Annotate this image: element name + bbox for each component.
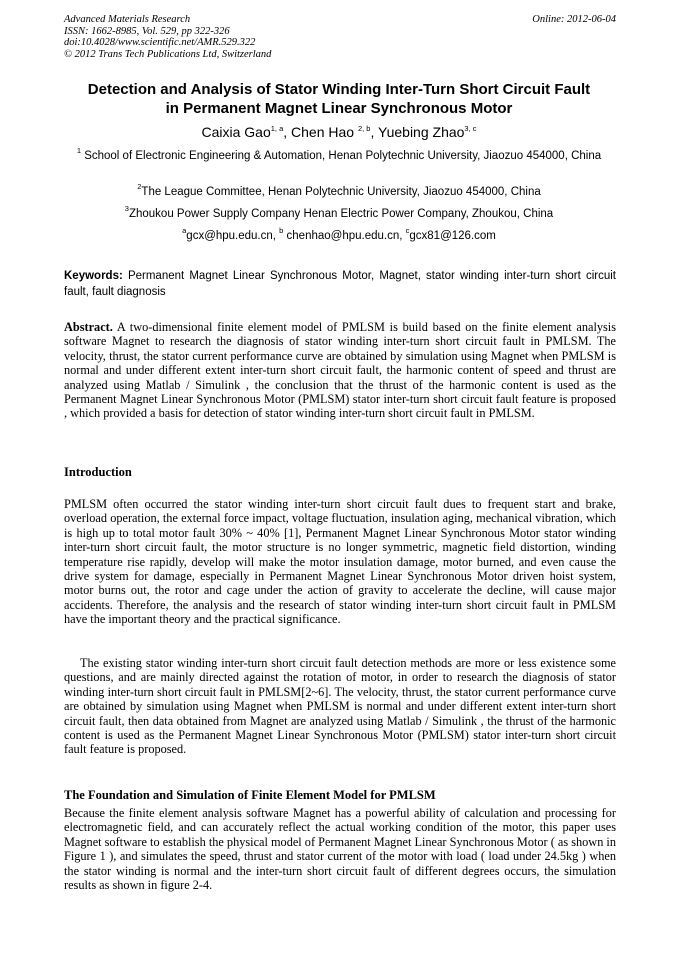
journal-name: Advanced Materials Research bbox=[64, 14, 191, 25]
author-emails bbox=[60, 228, 618, 244]
author-name: Yuebing Zhao bbox=[378, 124, 465, 140]
affiliation-marker: 3 bbox=[124, 204, 129, 213]
abstract bbox=[64, 320, 616, 421]
journal-issn: ISSN: 1662-8985, Vol. 529, pp 322-326 bbox=[64, 25, 230, 37]
affiliation-1 bbox=[60, 148, 618, 164]
foundation-paragraph-1: Because the finite element analysis software Magnet has a powerful ability of calculation and processing for electromagnetic field, and can accurately reflect the actual working condition of the motor, this paper uses Magnet software to establish the physical model of Permanent Magnet Linear Synchronous Motor ( as shown in Figure 1 ), and simulates the speed, thrust and stator current of the motor with load ( load under 24.5kg ) when the stator winding is normal and the inter-turn short circuit fault of different degrees occurs, the simulation results as shown in figure 2-4. bbox=[64, 806, 616, 893]
affiliation-3 bbox=[60, 206, 618, 222]
journal-header bbox=[64, 14, 616, 60]
affiliation-2 bbox=[60, 184, 618, 200]
email-marker: c bbox=[405, 226, 410, 235]
affiliation-marker: 2 bbox=[137, 182, 142, 191]
email-text: chenhao@hpu.edu.cn, bbox=[283, 230, 406, 242]
abstract-label: Abstract. bbox=[64, 320, 113, 334]
journal-copyright: © 2012 Trans Tech Publications Ltd, Switzerland bbox=[64, 48, 272, 60]
author-separator: , bbox=[370, 124, 379, 140]
journal-doi: doi:10.4028/www.scientific.net/AMR.529.322 bbox=[64, 37, 256, 48]
author-superscript: 1, a bbox=[270, 124, 284, 133]
affiliation-text: School of Electronic Engineering & Automation, Henan Polytechnic University, Jiaozuo 454000, China bbox=[81, 150, 602, 162]
section-heading-foundation: The Foundation and Simulation of Finite Element Model for PMLSM bbox=[64, 788, 436, 802]
email-marker: a bbox=[182, 226, 187, 235]
email-marker: b bbox=[279, 226, 284, 235]
paper-title bbox=[60, 80, 618, 118]
section-heading-introduction: Introduction bbox=[64, 465, 132, 479]
keywords-label: Keywords: bbox=[64, 270, 123, 282]
author-list bbox=[60, 124, 618, 141]
email-text: gcx@hpu.edu.cn, bbox=[186, 230, 280, 242]
affiliation-text: Zhoukou Power Supply Company Henan Electric Power Company, Zhoukou, China bbox=[128, 208, 554, 220]
author-superscript: 2, b bbox=[357, 124, 371, 133]
affiliation-text: The League Committee, Henan Polytechnic University, Jiaozuo 454000, China bbox=[141, 186, 541, 198]
online-date: Online: 2012-06-04 bbox=[532, 14, 616, 25]
introduction-paragraph-1: PMLSM often occurred the stator winding inter-turn short circuit fault dues to frequent start and brake, overload operation, the external force impact, voltage fluctuation, insulation aging, mechanical vibration, which is high up to total motor fault 30% ~ 40% [1], Permanent Magnet Linear Synchronous Motor stator winding inter-turn short circuit fault, the motor structure is no longer symmetric, magnetic field distortion, winding temperature rise rapidly, develop will make the motor insulation damage, motor burned, and even cause the drive system for damage, especially in Permanent Magnet Linear Synchronous Motor driven hoist system, motor burns out, the rotor and cage under the action of gravity to accelerate the decline, will cause major accidents. Therefore, the analysis and the research of stator winding inter-turn short circuit fault in PMLSM have the important theory and the practical significance. bbox=[64, 497, 616, 627]
title-line-2: in Permanent Magnet Linear Synchronous Motor bbox=[165, 100, 513, 117]
abstract-text: A two-dimensional finite element model of PMLSM is build based on the finite element analysis software Magnet to research the diagnosis of stator winding inter-turn short circuit fault in PMLSM. The velocity, thrust, the stator current performance curve are obtained by simulation using Magnet when PMLSM is normal and under different extent inter-turn short circuit fault, the harmonic content of speed and thrust are analyzed using Matlab / Simulink , the conclusion that the thrust of the harmonic content is used as the Permanent Magnet Linear Synchronous Motor (PMLSM) stator inter-turn short circuit fault feature is proposed , which provided a basis for detection of stator winding inter-turn short circuit fault in PMLSM. bbox=[64, 320, 616, 421]
author-name: Chen Hao bbox=[291, 124, 358, 140]
keywords bbox=[64, 268, 616, 300]
affiliation-marker: 1 bbox=[76, 146, 81, 155]
keywords-text: Permanent Magnet Linear Synchronous Motor, Magnet, stator winding inter-turn short circuit fault, fault diagnosis bbox=[64, 270, 616, 298]
introduction-paragraph-2: The existing stator winding inter-turn short circuit fault detection methods are more or less existence some questions, and are mainly directed against the rotation of motor, in order to research the diagnosis of stator winding inter-turn short circuit fault in PMLSM[2~6]. The velocity, thrust, the stator current performance curve are obtained by simulation using Magnet when PMLSM is normal and under different extent inter-turn short circuit fault, then data obtained from Magnet are analyzed using Matlab / Simulink , the thrust of the harmonic content is used as the Permanent Magnet Linear Synchronous Motor (PMLSM) stator inter-turn short circuit fault feature is proposed. bbox=[64, 656, 616, 757]
author-name: Caixia Gao bbox=[201, 124, 271, 140]
author-separator: , bbox=[283, 124, 292, 140]
author-superscript: 3, c bbox=[464, 124, 477, 133]
email-text: gcx81@126.com bbox=[409, 230, 496, 242]
title-line-1: Detection and Analysis of Stator Winding Inter-Turn Short Circuit Fault bbox=[87, 81, 591, 98]
